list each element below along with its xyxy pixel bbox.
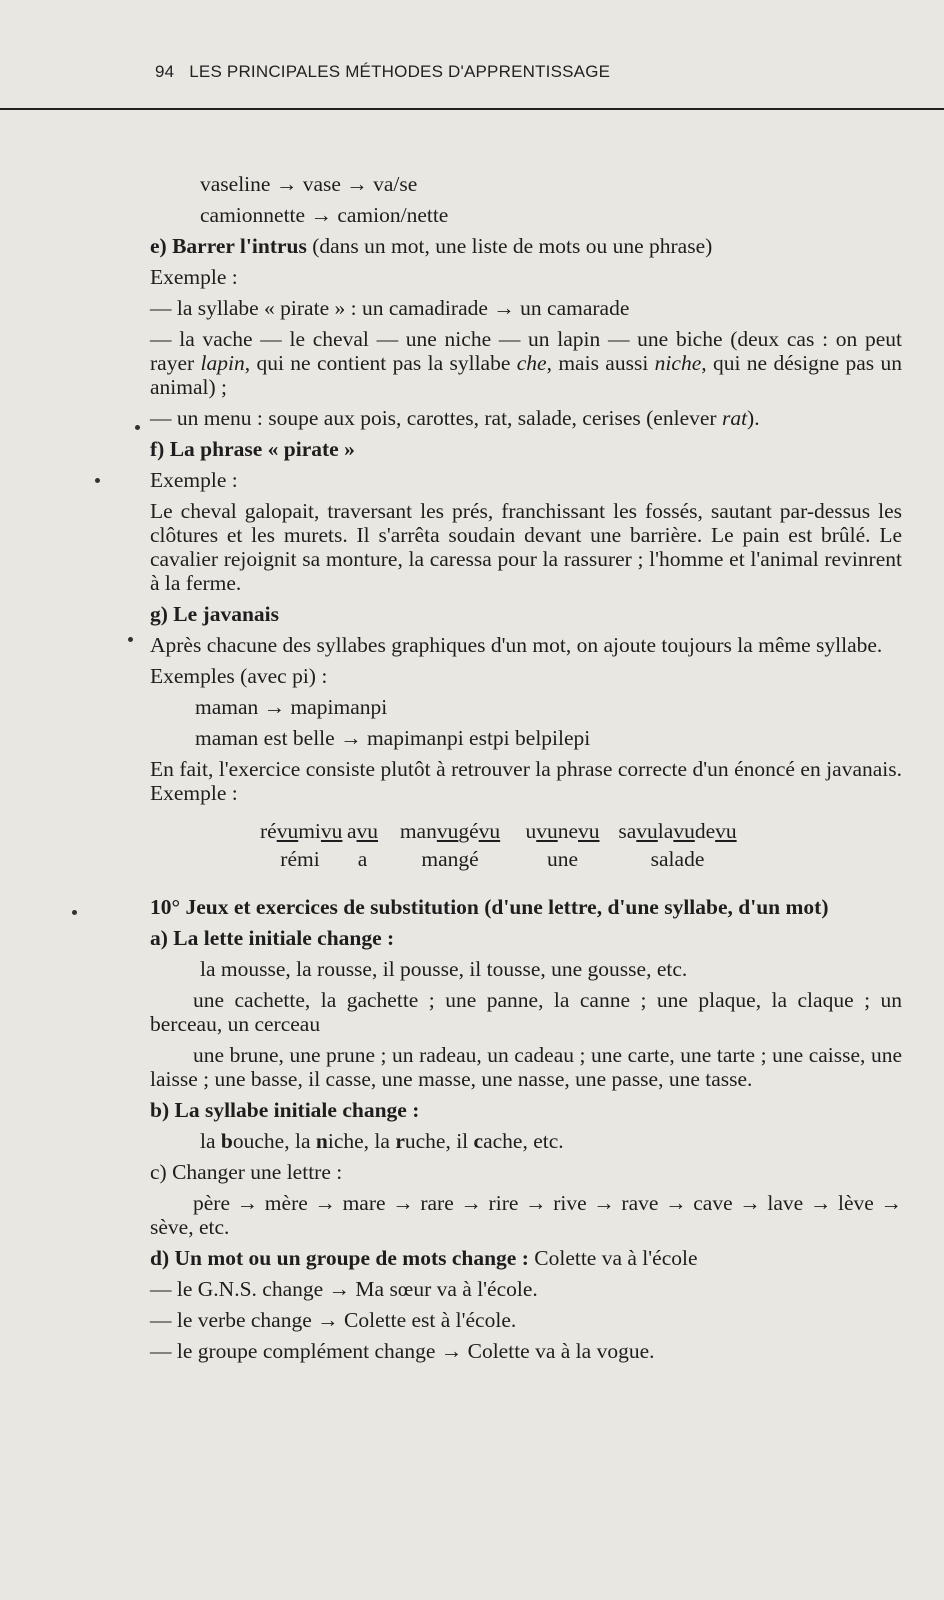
exemple-label: Exemple : <box>150 265 238 289</box>
javanais-top-3: manvugévu <box>399 819 501 843</box>
heading-d: d) Un mot ou un groupe de mots change : Colette va à l'école <box>150 1246 698 1270</box>
javanais-top-1: révumivu <box>260 819 343 843</box>
item-menu: — un menu : soupe aux pois, carottes, rat, salade, cerises (enlever rat). <box>150 406 760 430</box>
javanais-bottom-5: salade <box>650 847 705 871</box>
heading-e: e) Barrer l'intrus (dans un mot, une liste de mots ou une phrase) <box>150 234 713 258</box>
phrase-pirate-text: Le cheval galopait, traversant les prés, franchissant les fossés, sautant par-dessus les clôtures et les murets. Il s'arrêta soudain devant une barrière. Le pain est brûlé. Le cavalier rejoignit sa monture, la caressa pour la rassurer ; l'homme et l'animal revinrent à la ferme. <box>150 499 902 595</box>
javanais-top-2: avu <box>346 819 379 843</box>
javanais-bottom-3: mangé <box>421 847 479 871</box>
javanais-bottom-1: rémi <box>280 847 320 871</box>
a-line-2: une cachette, la gachette ; une panne, la canne ; une plaque, la claque ; un berceau, un cerceau <box>150 988 902 1036</box>
heading-c: c) Changer une lettre : <box>150 1160 343 1184</box>
d-gns: — le G.N.S. change → Ma sœur va à l'école. <box>150 1277 538 1301</box>
body-text <box>150 172 902 1370</box>
javanais-description: Après chacune des syllabes graphiques d'un mot, on ajoute toujours la même syllabe. <box>150 633 883 657</box>
javanais-bottom-4: une <box>546 847 579 871</box>
b-line: la bouche, la niche, la ruche, il cache, etc. <box>200 1129 564 1153</box>
exemples-pi-label: Exemples (avec pi) : <box>150 664 328 688</box>
example-vaseline: vaseline → vase → va/se <box>200 172 418 196</box>
f-exemple-label: Exemple : <box>150 468 238 492</box>
javanais-top-5: savulavudevu <box>618 819 737 843</box>
item-vache: — la vache — le cheval — une niche — un lapin — une biche (deux cas : on peut rayer lapin, qui ne contient pas la syllabe che, mais aussi niche, qui ne désigne pas un animal) ; <box>150 327 903 399</box>
en-fait-paragraph: En fait, l'exercice consiste plutôt à retrouver la phrase correcte d'un énoncé en javanais. Exemple : <box>150 757 902 805</box>
javanais-table <box>260 819 902 871</box>
example-camionnette: camionnette → camion/nette <box>200 203 449 227</box>
heading-b: b) La syllabe initiale change : <box>150 1098 420 1122</box>
running-header <box>155 62 610 82</box>
d-verbe: — le verbe change → Colette est à l'école. <box>150 1308 517 1332</box>
c-line: père → mère → mare → rare → rire → rive → rave → cave → lave → lève → sève, etc. <box>150 1191 902 1239</box>
javanais-bottom-2: a <box>357 847 368 871</box>
item-syllabe-pirate: — la syllabe « pirate » : un camadirade → un camarade <box>150 296 630 320</box>
heading-g: g) Le javanais <box>150 602 279 626</box>
heading-f: f) La phrase « pirate » <box>150 437 355 461</box>
heading-a: a) La lette initiale change : <box>150 926 395 950</box>
d-groupe: — le groupe complément change → Colette va à la vogue. <box>150 1339 655 1363</box>
javanais-top-4: uvunevu <box>525 819 600 843</box>
page-number: 94 <box>155 62 175 81</box>
example-maman-belle: maman est belle → mapimanpi estpi belpilepi <box>195 726 591 750</box>
a-line-1: la mousse, la rousse, il pousse, il tousse, une gousse, etc. <box>200 957 688 981</box>
example-maman: maman → mapimanpi <box>195 695 388 719</box>
header-rule <box>0 108 944 110</box>
section-10-heading: 10° Jeux et exercices de substitution (d'une lettre, d'une syllabe, d'un mot) <box>150 895 829 919</box>
a-line-3: une brune, une prune ; un radeau, un cadeau ; une carte, une tarte ; une caisse, une laisse ; une basse, il casse, une masse, une nasse, une passe, une tasse. <box>150 1043 902 1091</box>
chapter-title: LES PRINCIPALES MÉTHODES D'APPRENTISSAGE <box>189 62 611 81</box>
